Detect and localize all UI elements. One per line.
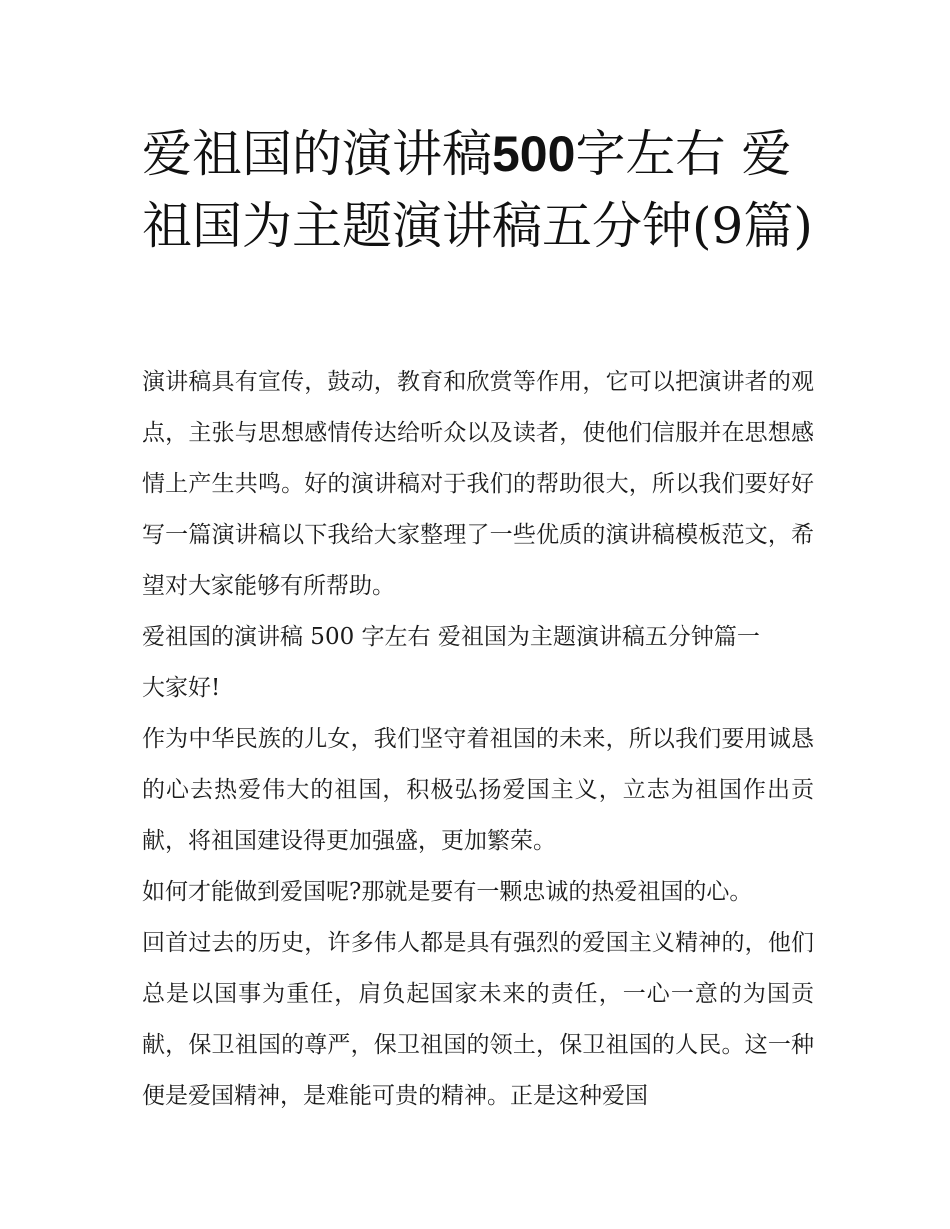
document-body bbox=[142, 357, 814, 1122]
paragraph-body-2: 如何才能做到爱国呢?那就是要有一颗忠诚的热爱祖国的心。 bbox=[142, 879, 753, 905]
document-title bbox=[142, 118, 822, 262]
paragraph-section-heading: 爱祖国的演讲稿 500 字左右 爱祖国为主题演讲稿五分钟篇一 bbox=[142, 624, 760, 650]
paragraph-greeting: 大家好! bbox=[142, 675, 221, 701]
title-part-1: 爱祖国的演讲稿 bbox=[142, 125, 492, 183]
title-part-3: 字左右 爱祖国为主题演讲稿五分钟(9篇) bbox=[142, 125, 813, 255]
paragraph-intro: 演讲稿具有宣传，鼓动，教育和欣赏等作用，它可以把演讲者的观点，主张与思想感情传达给听众以及读者，使他们信服并在思想感情上产生共鸣。好的演讲稿对于我们的帮助很大，所以我们要好好写一篇演讲稿以下我给大家整理了一些优质的演讲稿模板范文，希望对大家能够有所帮助。 bbox=[142, 369, 814, 599]
paragraph-body-3: 回首过去的历史，许多伟人都是具有强烈的爱国主义精神的，他们总是以国事为重任，肩负起国家未来的责任，一心一意的为国贡献，保卫祖国的尊严，保卫祖国的领土，保卫祖国的人民。这一种便是爱国精神，是难能可贵的精神。正是这种爱国 bbox=[142, 930, 814, 1109]
title-part-2: 500 bbox=[492, 126, 576, 182]
paragraph-body-1: 作为中华民族的儿女，我们坚守着祖国的未来，所以我们要用诚恳的心去热爱伟大的祖国，积极弘扬爱国主义，立志为祖国作出贡献，将祖国建设得更加强盛，更加繁荣。 bbox=[142, 726, 814, 854]
